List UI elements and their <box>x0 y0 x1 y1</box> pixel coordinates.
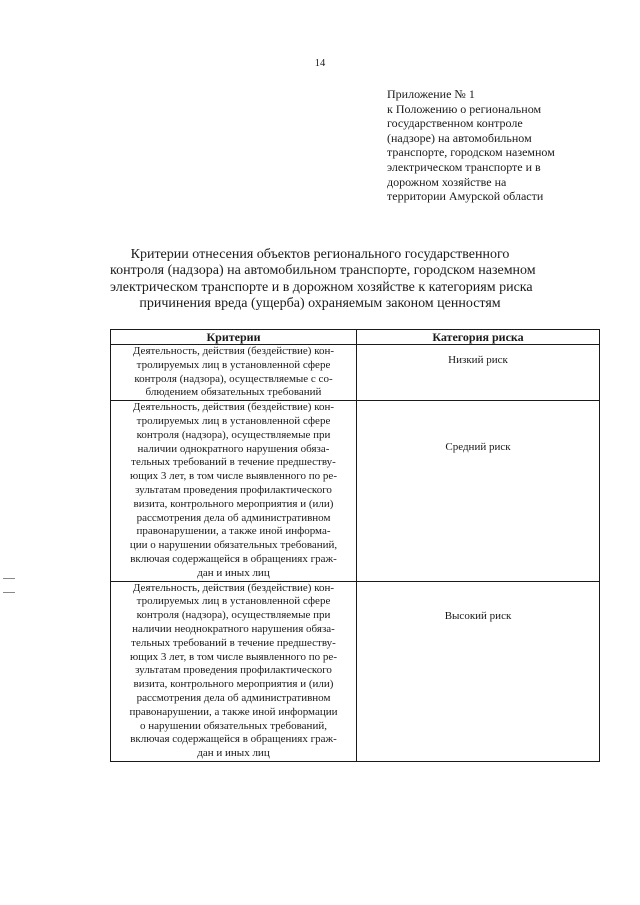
table-row <box>111 581 600 761</box>
criteria-line: включая содержащейся в обращениях граж- <box>130 552 337 565</box>
appendix-line: транспорте, городском наземном <box>387 145 555 160</box>
criteria-line: блюдением обязательных требований <box>145 386 322 399</box>
appendix-line: государственном контроле <box>387 116 523 131</box>
appendix-line: к Положению о региональном <box>387 101 542 116</box>
table-row <box>111 345 600 401</box>
risk-category-label: Низкий риск <box>448 354 508 366</box>
appendix-line: территории Амурской области <box>387 189 544 204</box>
risk-category-label: Высокий риск <box>444 609 512 622</box>
criteria-line: Деятельность, действия (бездействие) кон- <box>132 581 335 594</box>
criteria-line: рассмотрения дела об административном <box>136 691 331 704</box>
risk-category-column-header: Категория риска <box>357 330 600 345</box>
appendix-header <box>387 87 627 204</box>
risk-category-cell <box>357 401 600 581</box>
criteria-line: контроля (надзора), осуществляемые при <box>136 428 331 441</box>
criteria-cell <box>111 401 357 581</box>
appendix-line: электрическом транспорте и в <box>387 159 541 174</box>
criteria-line: наличии однократного нарушения обяза- <box>137 442 330 455</box>
criteria-line: ющих 3 лет, в том числе выявленного по ре- <box>130 470 337 483</box>
criteria-line: правонарушении, а также иной информации <box>129 705 338 718</box>
criteria-line: ющих 3 лет, в том числе выявленного по ре- <box>130 650 337 663</box>
page-number: 14 <box>314 58 326 69</box>
criteria-line: о нарушении обязательных требований, <box>140 719 327 732</box>
scan-edge-mark <box>3 592 15 593</box>
title-line: причинения вреда (ущерба) охраняемым законом ценностям <box>139 296 501 312</box>
criteria-line: ции о нарушении обязательных требований, <box>129 539 338 552</box>
table-row <box>111 401 600 581</box>
appendix-line: Приложение № 1 <box>387 87 475 101</box>
title-line: контроля (надзора) на автомобильном транспорте, городском наземном <box>110 263 536 279</box>
criteria-line: визита, контрольного мероприятия и (или) <box>133 678 334 691</box>
risk-category-cell <box>357 581 600 761</box>
criteria-line: тельных требований в течение предшеству- <box>131 636 336 649</box>
criteria-line: Деятельность, действия (бездействие) кон- <box>132 401 335 414</box>
criteria-line: включая содержащейся в обращениях граж- <box>130 733 337 746</box>
criteria-line: тролируемых лиц в установленной сфере <box>136 414 331 427</box>
criteria-column-header: Критерии <box>111 330 357 345</box>
table-header-row <box>111 330 600 345</box>
scan-edge-mark <box>3 578 15 579</box>
criteria-line: контроля (надзора), осуществляемые при <box>136 609 331 622</box>
criteria-cell <box>111 581 357 761</box>
criteria-line: зультатам проведения профилактического <box>135 483 332 496</box>
appendix-line: (надзоре) на автомобильном <box>387 130 532 145</box>
criteria-line: дан и иных лиц <box>197 566 270 579</box>
document-title <box>110 247 536 313</box>
criteria-line: дан и иных лиц <box>197 747 270 760</box>
criteria-cell <box>111 345 357 401</box>
criteria-line: визита, контрольного мероприятия и (или) <box>133 497 334 510</box>
criteria-line: контроля (надзора), осуществляемые с со- <box>134 372 333 385</box>
criteria-line: рассмотрения дела об административном <box>136 511 331 524</box>
risk-criteria-table <box>110 329 600 762</box>
criteria-line: тролируемых лиц в установленной сфере <box>136 595 331 608</box>
title-line: электрическом транспорте и в дорожном хозяйстве к категориям риска <box>110 279 533 295</box>
criteria-line: Деятельность, действия (бездействие) кон- <box>132 345 335 357</box>
risk-category-cell <box>357 345 600 401</box>
risk-category-label: Средний риск <box>445 441 511 454</box>
appendix-line: дорожном хозяйстве на <box>387 174 507 189</box>
criteria-line: наличии неоднократного нарушения обяза- <box>132 622 335 635</box>
criteria-line: тельных требований в течение предшеству- <box>131 456 336 469</box>
criteria-line: правонарушении, а также иной информа- <box>136 525 331 538</box>
criteria-line: тролируемых лиц в установленной сфере <box>136 358 331 371</box>
criteria-line: зультатам проведения профилактического <box>135 664 332 677</box>
title-line: Критерии отнесения объектов регионального государственного <box>130 247 510 262</box>
